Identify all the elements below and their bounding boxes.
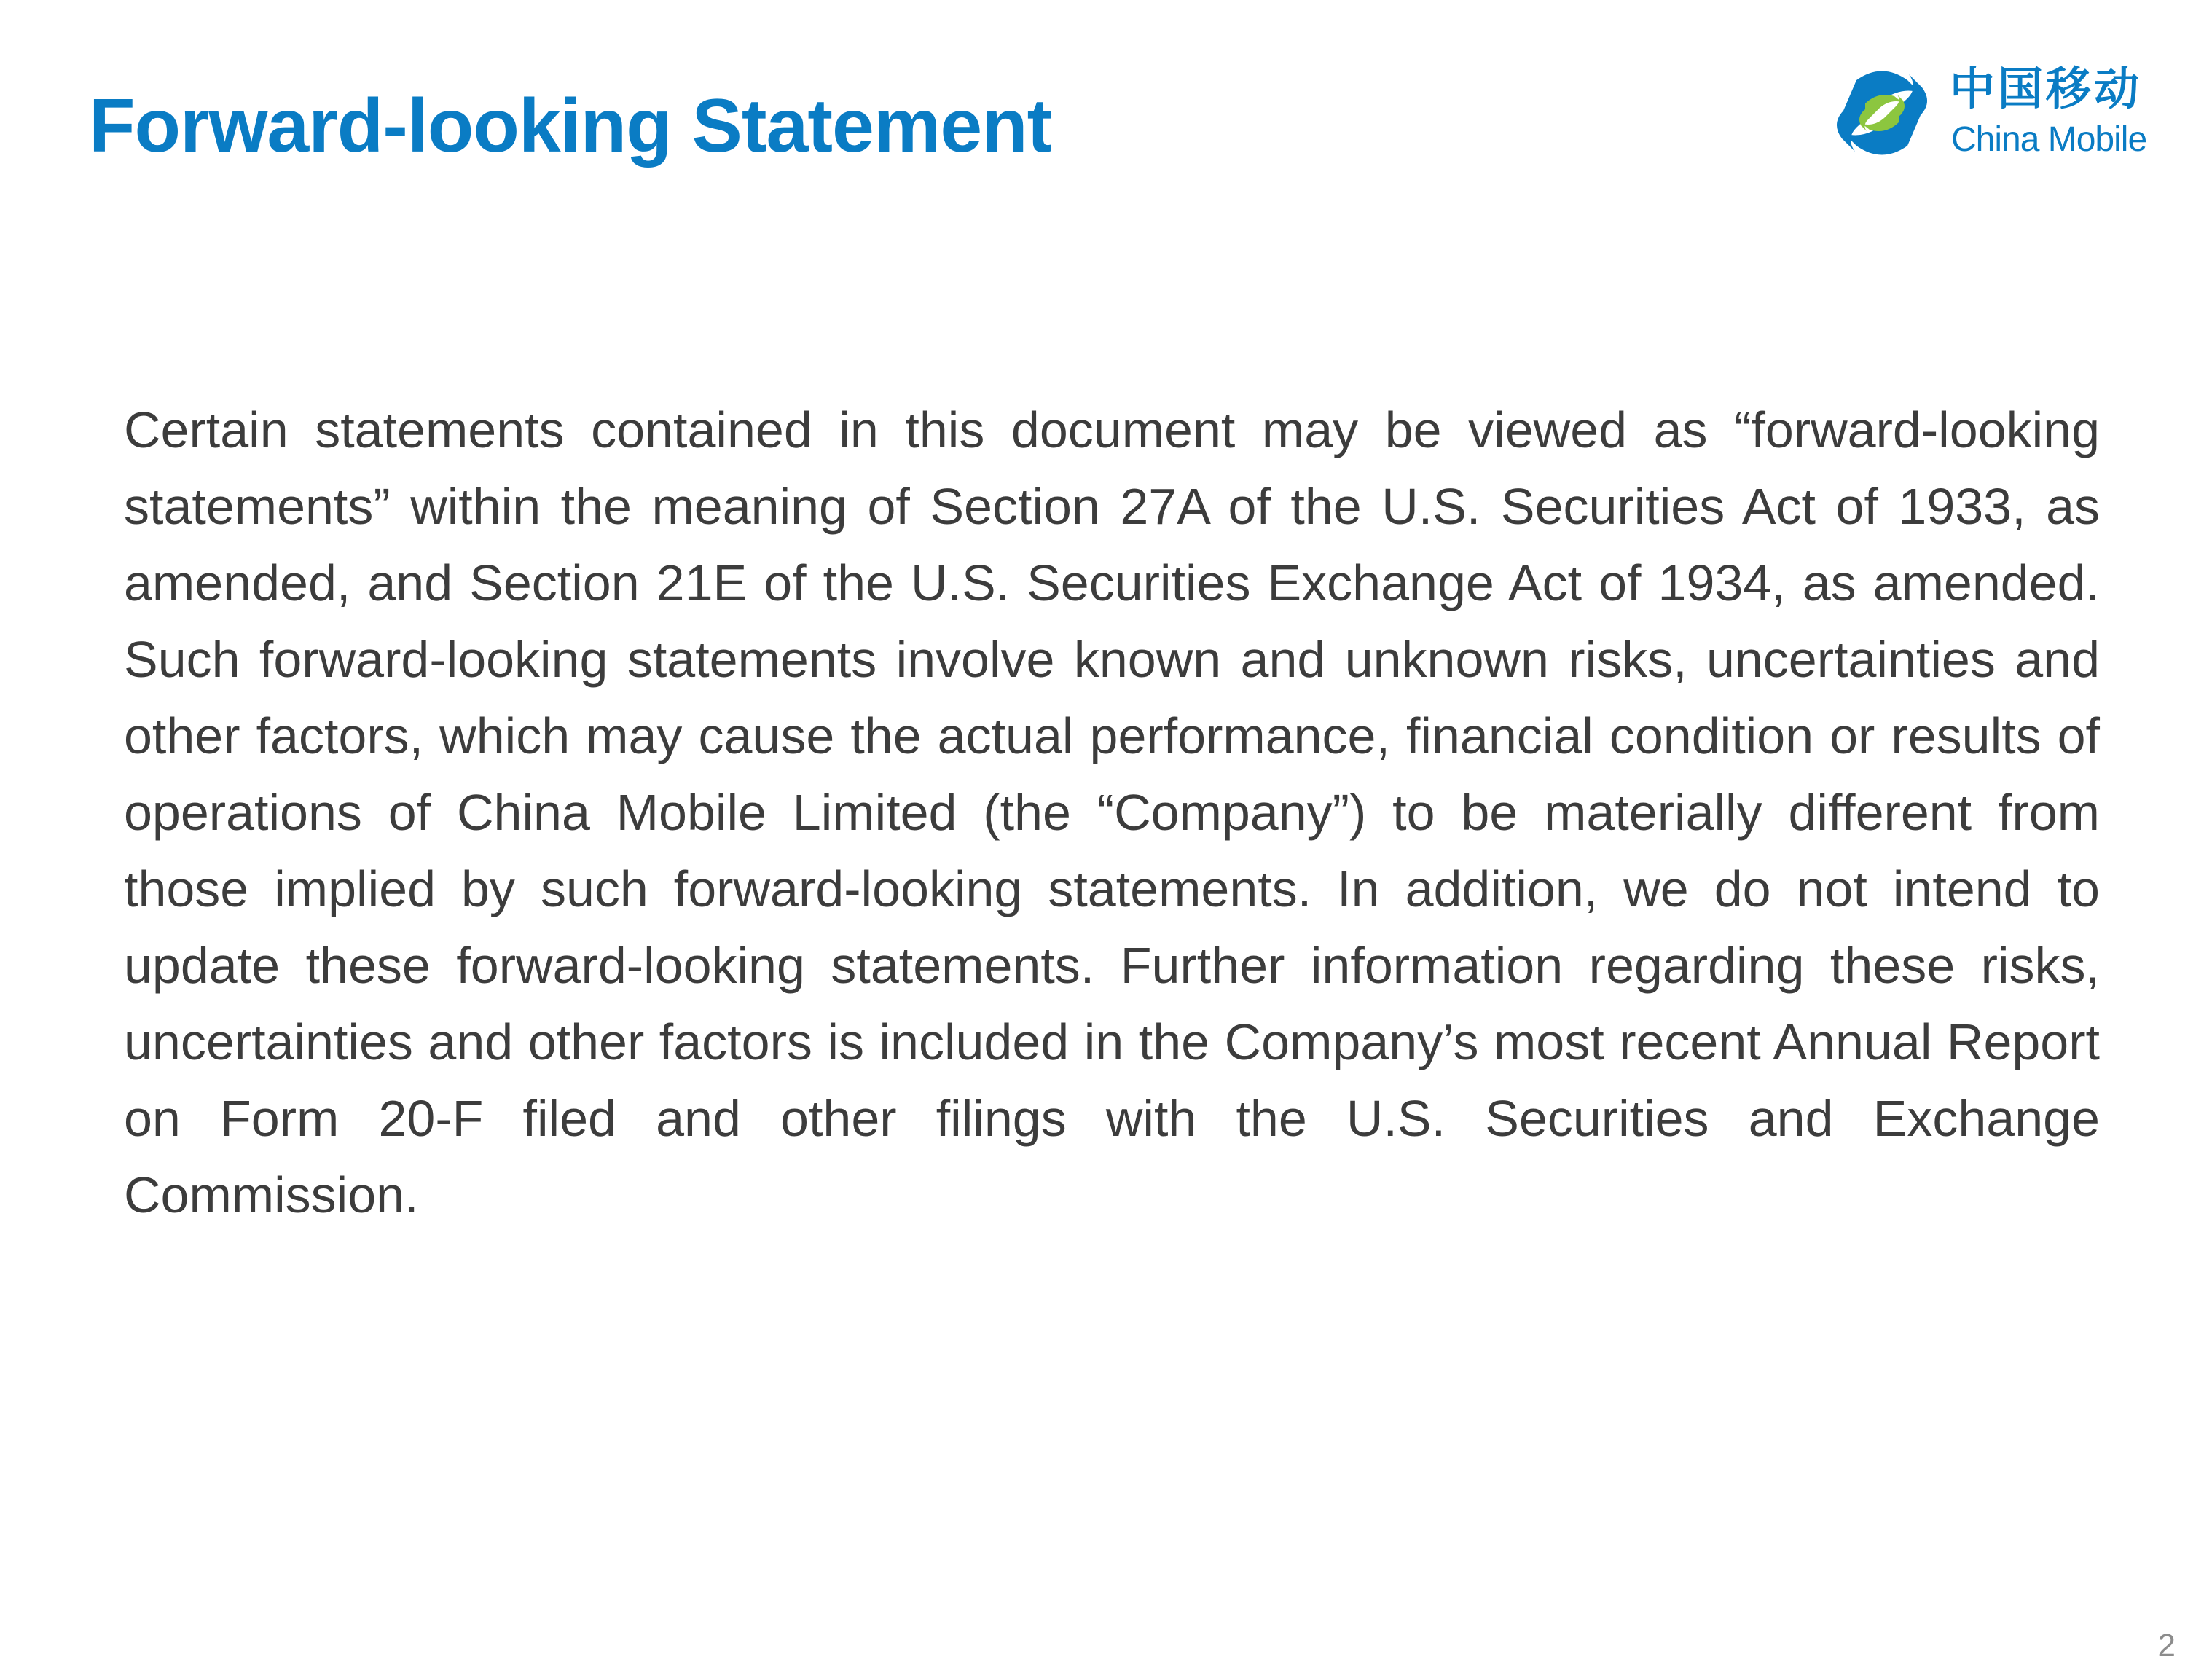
forward-looking-statement-body: Certain statements contained in this document may be viewed as “forward-looking statements” within the meaning of Section 27A of the U.S. Securities Act of 1933, as amended, and Section 21E of the U.S. Securities Exchange Act of 1934, as amended. Such forward-looking statements involve known and unknown risks, uncertainties and other factors, which may cause the actual performance, financial condition or results of operations of China Mobile Limited (the “Company”) to be materially different from those implied by such forward-looking statements. In addition, we do not intend to update these forward-looking statements. Further information regarding these risks, uncertainties and other factors is included in the Company’s most recent Annual Report on Form 20-F filed and other filings with the U.S. Securities and Exchange Commission.	[124, 401, 2100, 1223]
logo-chinese-name: 中国移动	[1950, 62, 2143, 115]
slide-title: Forward-looking Statement	[89, 84, 1052, 168]
logo-english-name: China Mobile	[1951, 120, 2147, 159]
china-mobile-logo-icon	[1827, 58, 1937, 168]
china-mobile-logo	[1827, 58, 2148, 168]
page-number: 2	[2157, 1628, 2176, 1663]
